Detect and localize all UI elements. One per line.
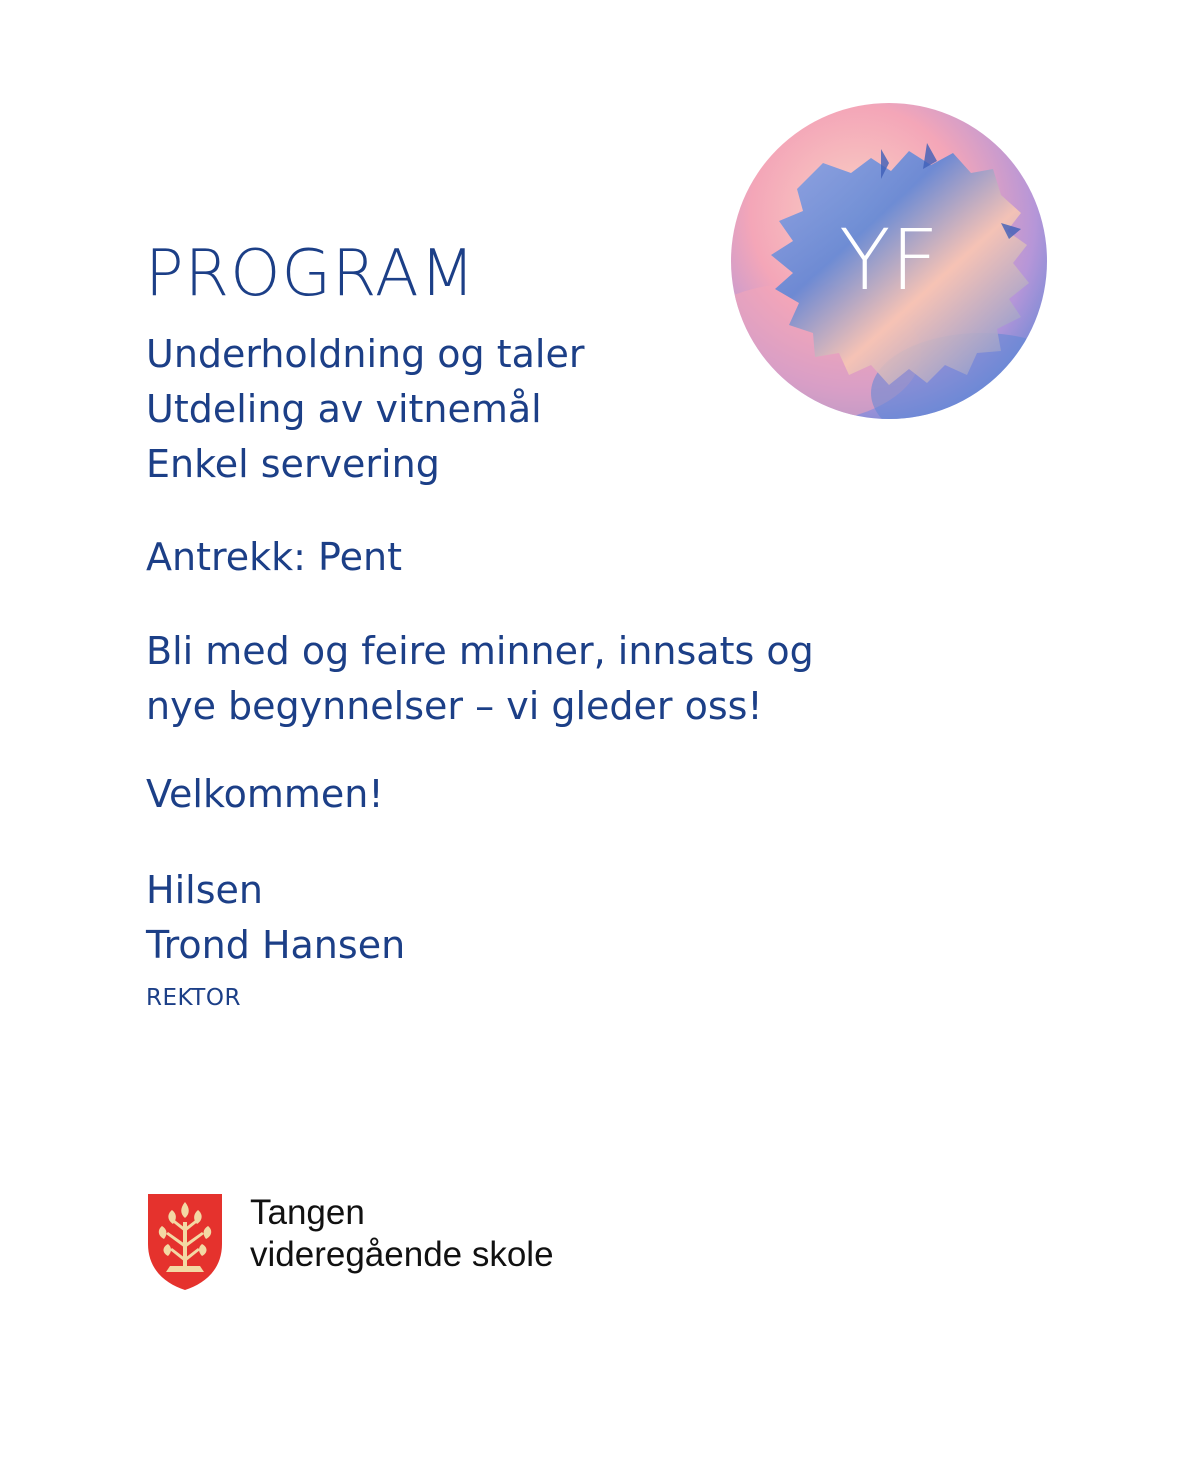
program-item: Underholdning og taler [146, 332, 585, 376]
school-logo [146, 1192, 606, 1292]
welcome-text: Velkommen! [146, 772, 384, 816]
dress-code: Antrekk: Pent [146, 535, 402, 579]
invitation-line: nye begynnelser – vi gleder oss! [146, 684, 763, 728]
invitation-line: Bli med og feire minner, innsats og [146, 629, 814, 673]
badge-text: YF [839, 211, 939, 309]
school-name-line1: Tangen [250, 1193, 365, 1232]
program-heading: PROGRAM [145, 237, 476, 311]
signature-title: REKTOR [146, 985, 241, 1011]
program-item: Enkel servering [146, 442, 440, 486]
school-name-line2: videregående skole [250, 1235, 554, 1274]
yf-badge-icon [731, 103, 1047, 419]
invitation-text [146, 624, 814, 734]
signature [146, 863, 405, 973]
coat-of-arms-tree-icon [146, 1192, 224, 1292]
program-item: Utdeling av vitnemål [146, 387, 542, 431]
program-list [146, 327, 584, 492]
school-name [250, 1192, 554, 1276]
signature-greeting: Hilsen [146, 868, 263, 912]
signature-name: Trond Hansen [146, 923, 406, 967]
